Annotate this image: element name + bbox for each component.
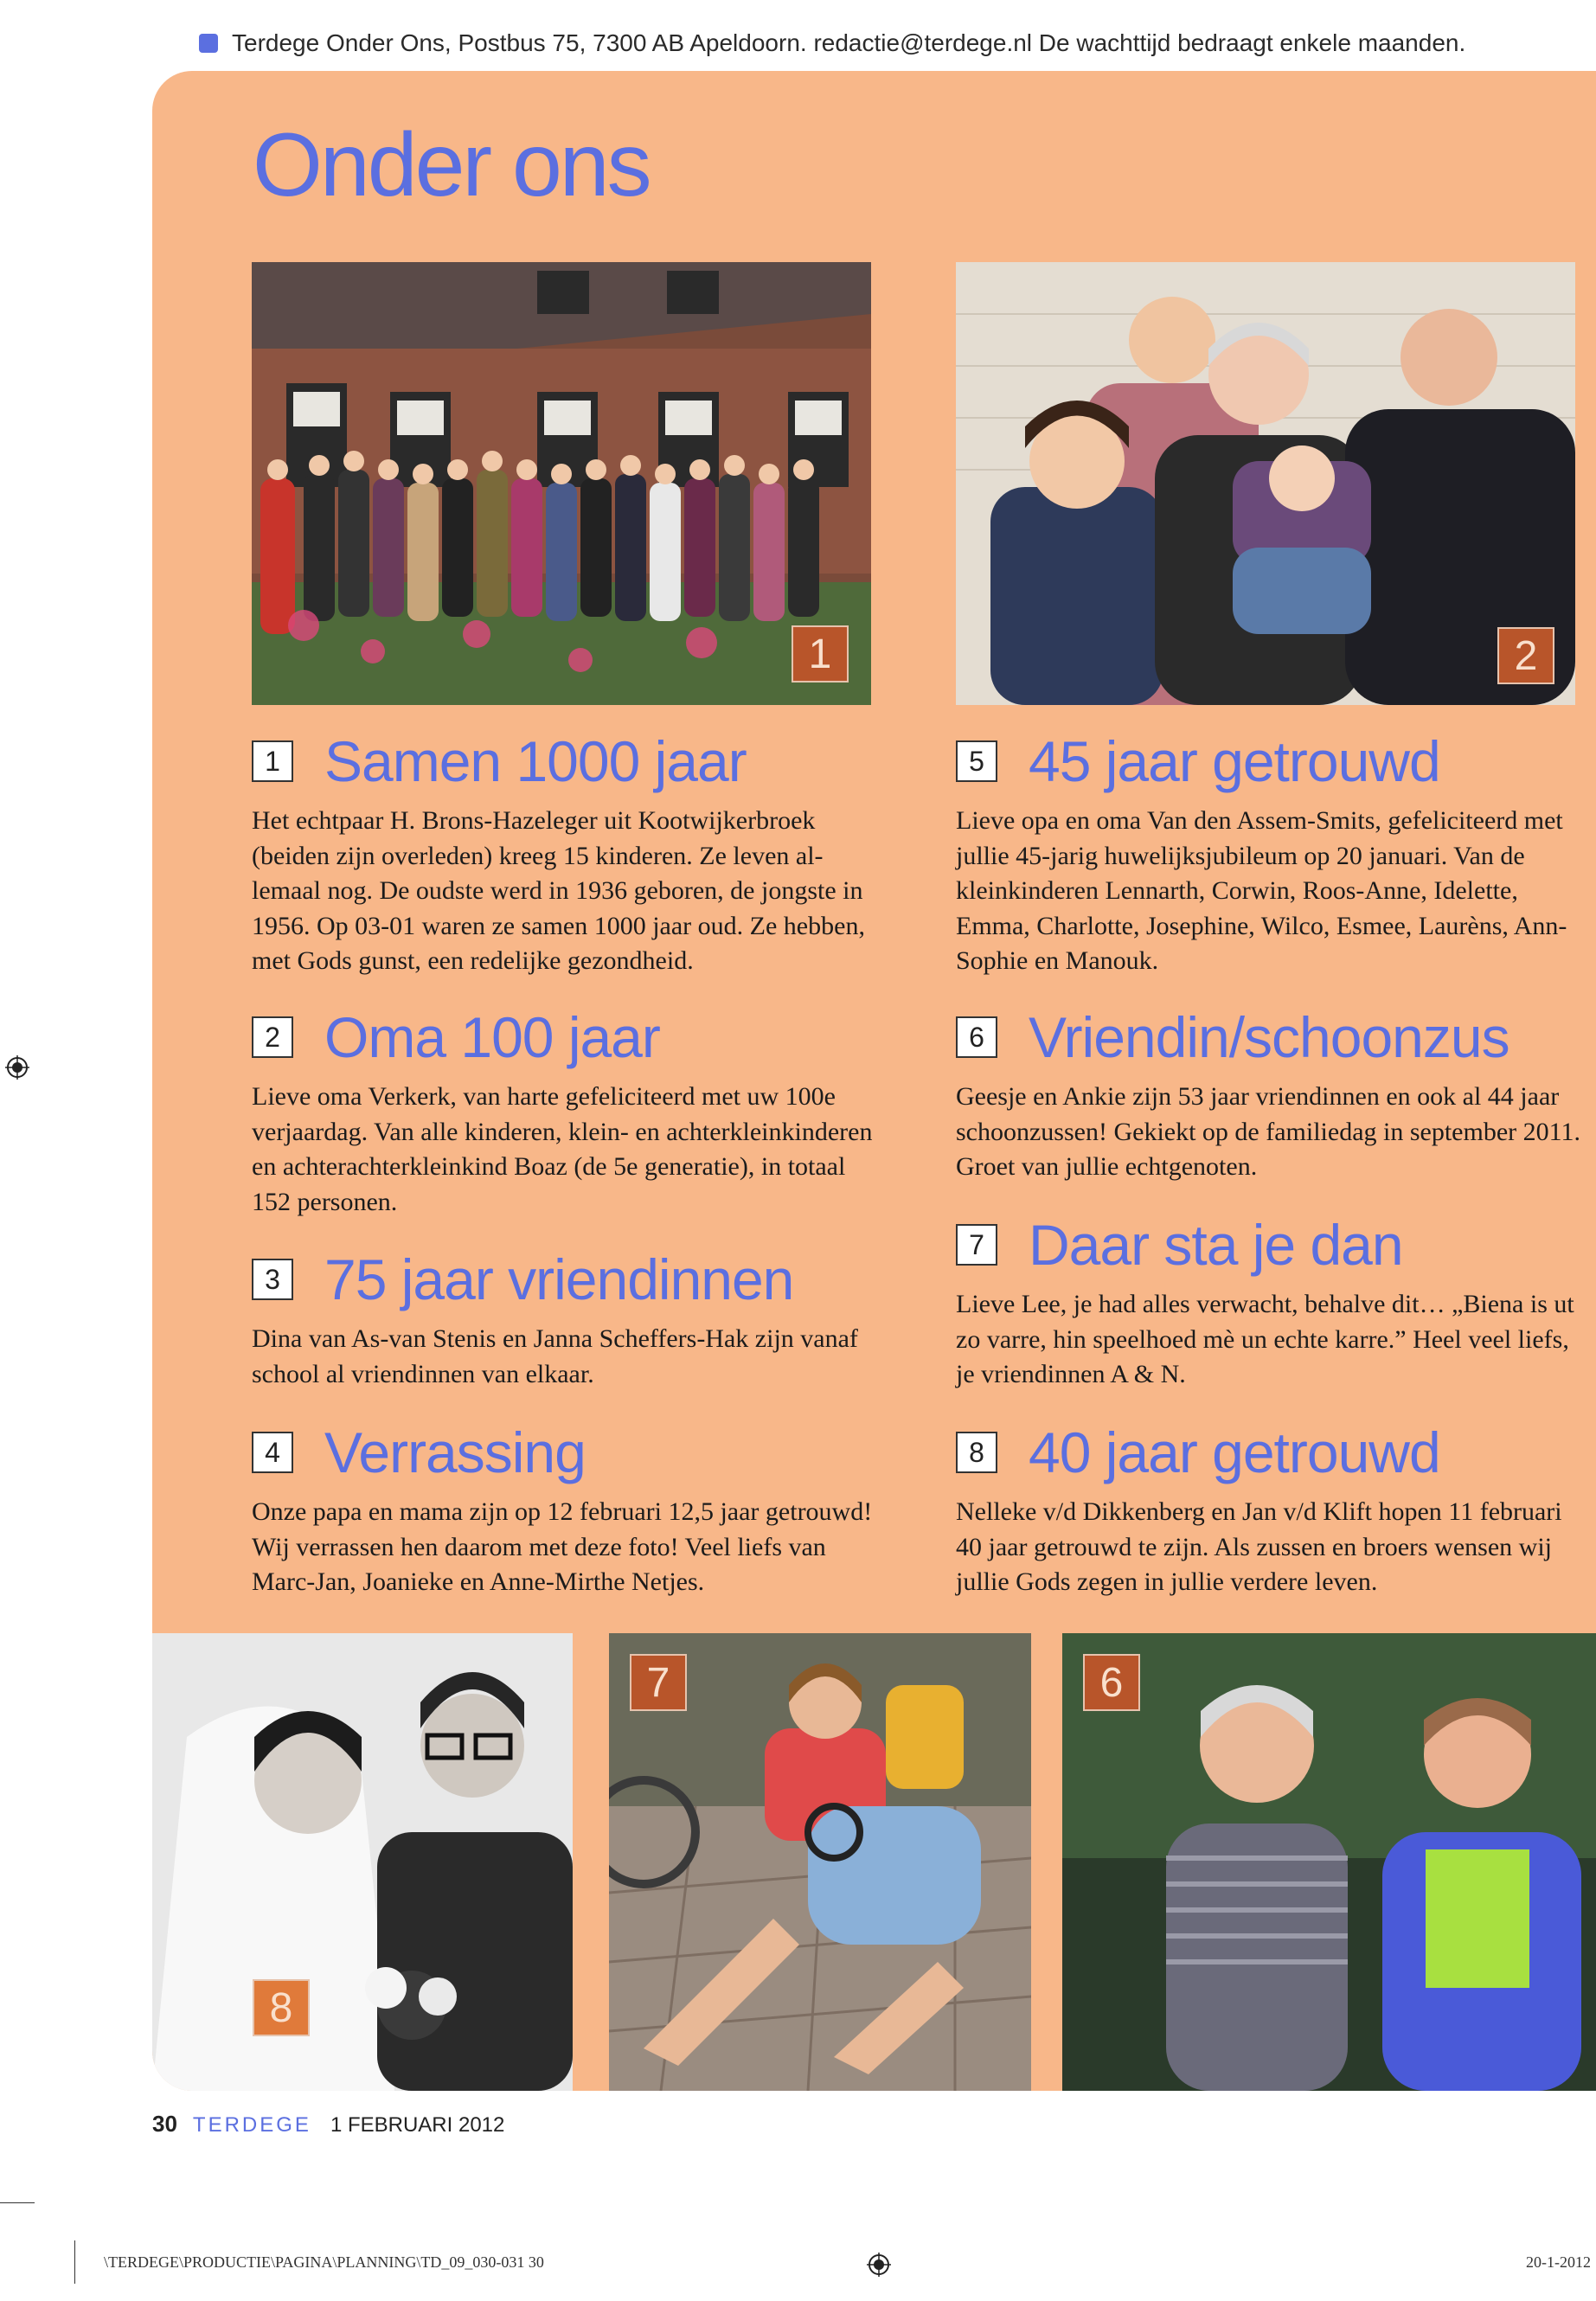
item-number: 8: [956, 1432, 997, 1473]
photo-wedding-illustration: [152, 1633, 573, 2091]
photo-two-friends: [1062, 1633, 1596, 2091]
photo-family-1000-years: [252, 262, 871, 705]
photo-badge-2: 2: [1497, 627, 1554, 684]
item-heading: 45 jaar getrouwd: [1029, 729, 1440, 793]
publication-date: 1 FEBRUARI 2012: [330, 2113, 505, 2137]
item-6: [956, 1007, 1587, 1185]
item-8-heading-row: [956, 1422, 1587, 1483]
item-1: [252, 731, 883, 979]
photo-girl-toy-car: [609, 1633, 1031, 2091]
item-number: 3: [252, 1259, 293, 1300]
registration-mark-icon: [867, 2253, 891, 2277]
page-title: Onder ons: [253, 115, 650, 215]
photo-badge-1: 1: [792, 625, 849, 683]
page-footer: [152, 2111, 504, 2138]
item-text: Lieve Lee, je had alles verwacht, behalve dit… „Biena is ut zo varre, hin speelhoed mè un echte karre.” Heel veel liefs, je vriendinnen A & N.: [956, 1290, 1574, 1388]
item-number: 2: [252, 1016, 293, 1058]
item-text: Dina van As-van Stenis en Janna Scheffers-Hak zijn vanaf school al vriendinnen van elkaar.: [252, 1324, 858, 1388]
item-heading: Vriendin/schoonzus: [1029, 1005, 1509, 1069]
photo-badge-7: 7: [630, 1654, 687, 1711]
item-3: [252, 1249, 883, 1392]
registration-mark-icon: [5, 1055, 29, 1080]
item-number: 4: [252, 1432, 293, 1473]
item-heading: Oma 100 jaar: [324, 1005, 660, 1069]
item-5: [956, 731, 1587, 979]
item-heading: 75 jaar vriendinnen: [324, 1247, 794, 1311]
item-text: Onze papa en mama zijn op 12 februari 12,5 jaar getrouwd! Wij verrassen hen daarom met deze foto! Veel liefs van Marc-Jan, Joanieke en Anne-Mirthe Netjes.: [252, 1497, 873, 1596]
item-text: Het echtpaar H. Brons-Hazeleger uit Kootwijkerbroek (beiden zijn overleden) kreeg 15 kinderen. Ze leven allemaal nog. De oudste werd in 1936 geboren, de jongste in 1956. Op 03-01 waren ze samen 1000 jaar oud. Ze hebben, met Gods gunst, een redelijke gezondheid.: [252, 806, 865, 975]
publication-name: TERDEGE: [192, 2113, 311, 2137]
item-text: Lieve opa en oma Van den Assem-Smits, gefeliciteerd met jullie 45-jarig huwelijksjubileum op 20 januari. Van de kleinkinderen Lennarth, Corwin, Roos-Anne, Idelette, Emma, Charlotte, Josephine, Wilco, Esmee, Laurèns, Ann-Sophie en Manouk.: [956, 806, 1567, 975]
item-heading: Samen 1000 jaar: [324, 729, 747, 793]
item-2-heading-row: [252, 1007, 883, 1067]
item-text: Nelleke v/d Dikkenberg en Jan v/d Klift hopen 11 februari 40 jaar getrouwd te zijn. Als zussen en broers wensen wij jullie Gods zegen in jullie verdere leven.: [956, 1497, 1562, 1596]
item-7: [956, 1215, 1587, 1393]
item-1-heading-row: [252, 731, 883, 792]
photo-family-illustration: [252, 262, 871, 705]
photo-wedding-couple: [152, 1633, 573, 2091]
photo-badge-6: 6: [1083, 1654, 1140, 1711]
photo-grandma-illustration: [956, 262, 1575, 705]
item-5-heading-row: [956, 731, 1587, 792]
photo-badge-8: 8: [253, 1979, 310, 2036]
item-number: 1: [252, 740, 293, 782]
print-slug-date: 20-1-2012: [1526, 2253, 1591, 2271]
page-number: 30: [152, 2111, 177, 2137]
crop-mark: [74, 2240, 75, 2284]
crop-mark: [0, 2202, 35, 2203]
contact-text: Terdege Onder Ons, Postbus 75, 7300 AB Apeldoorn. redactie@terdege.nl De wachttijd bedraagt enkele maanden.: [232, 29, 1466, 56]
contact-line: [199, 29, 1465, 57]
item-number: 6: [956, 1016, 997, 1058]
item-text: Lieve oma Verkerk, van harte gefeliciteerd met uw 100e verjaardag. Van alle kinderen, klein- en achterkleinkinderen en achterachterkleinkind Boaz (de 5e generatie), in totaal 152 personen.: [252, 1082, 873, 1216]
photo-friends-illustration: [1062, 1633, 1596, 2091]
item-text: Geesje en Ankie zijn 53 jaar vriendinnen en ook al 44 jaar schoonzussen! Gekiekt op de familiedag in september 2011. Groet van jullie echtgenoten.: [956, 1082, 1581, 1181]
item-3-heading-row: [252, 1249, 883, 1310]
item-heading: 40 jaar getrouwd: [1029, 1420, 1440, 1484]
photo-grandma-100: [956, 262, 1575, 705]
bullet-square-icon: [199, 34, 218, 53]
item-4-heading-row: [252, 1422, 883, 1483]
item-7-heading-row: [956, 1215, 1587, 1275]
item-heading: Verrassing: [324, 1420, 586, 1484]
item-8: [956, 1422, 1587, 1600]
item-number: 5: [956, 740, 997, 782]
item-number: 7: [956, 1224, 997, 1266]
item-4: [252, 1422, 883, 1600]
item-6-heading-row: [956, 1007, 1587, 1067]
item-heading: Daar sta je dan: [1029, 1213, 1403, 1277]
item-2: [252, 1007, 883, 1220]
print-slug-path: \TERDEGE\PRODUCTIE\PAGINA\PLANNING\TD_09_030-031 30: [104, 2253, 544, 2271]
